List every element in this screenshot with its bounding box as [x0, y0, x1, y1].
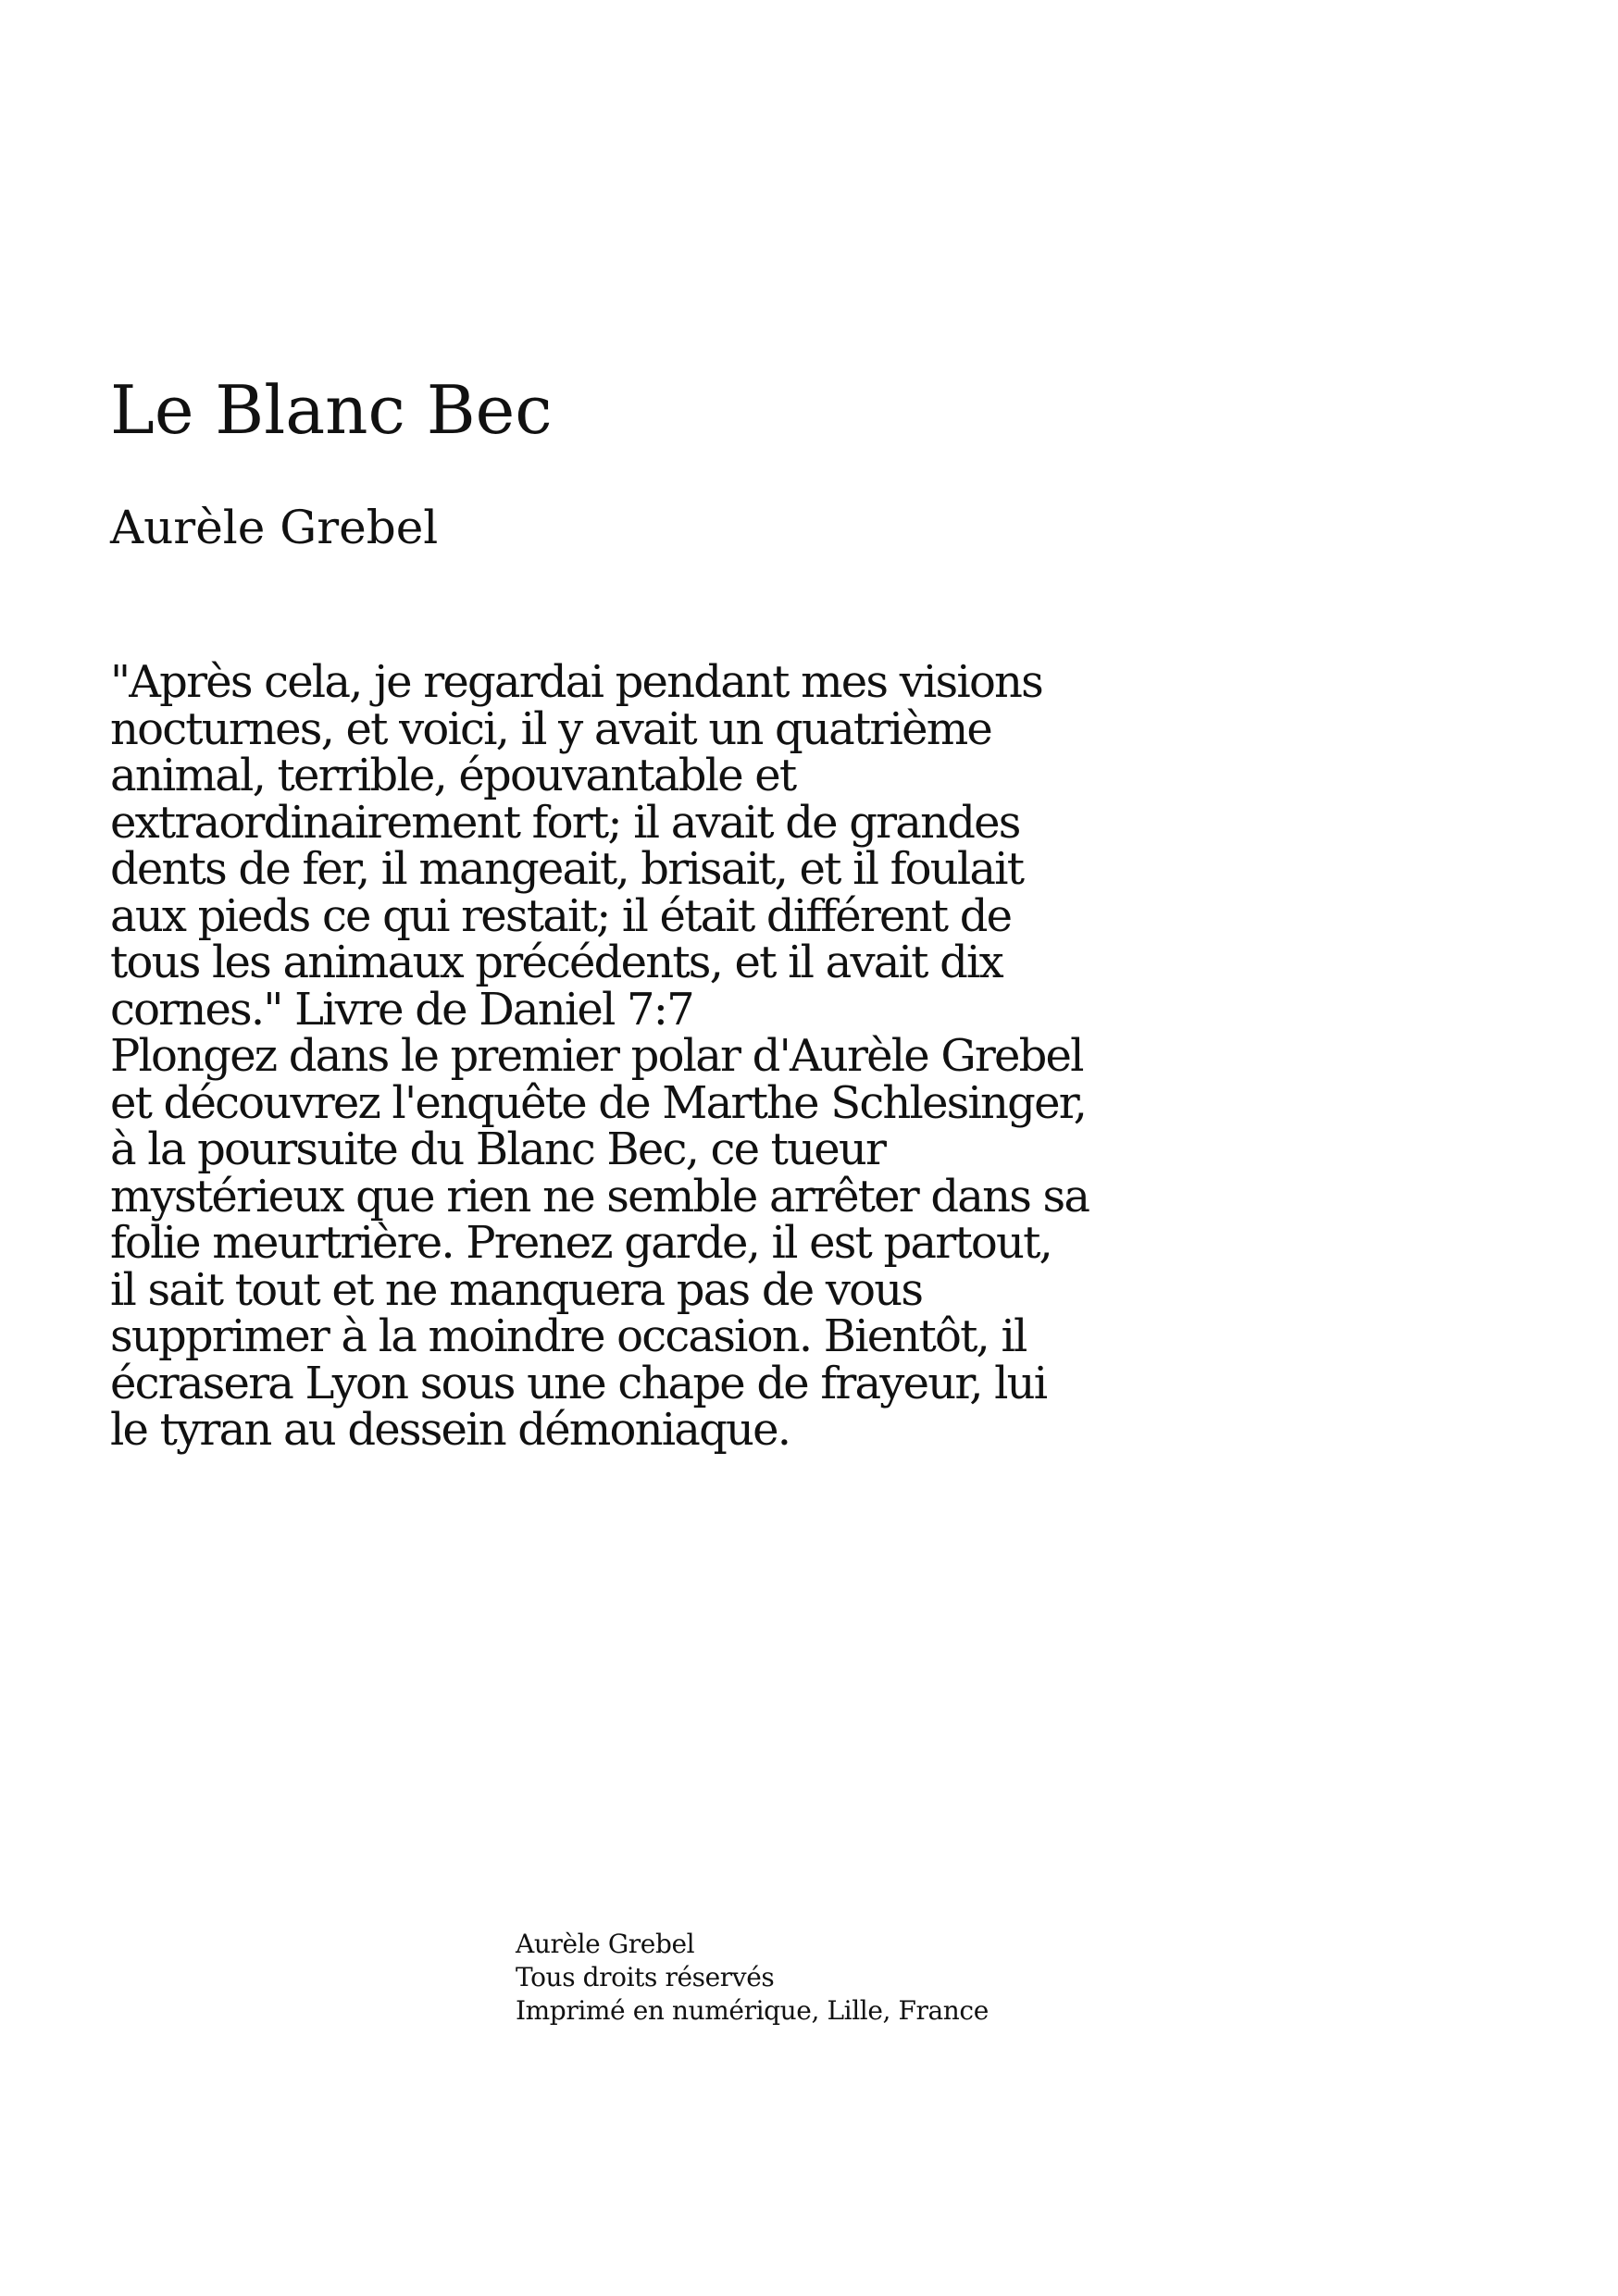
text-line: extraordinairement fort; il avait de grandes	[110, 796, 1020, 849]
text-line: il sait tout et ne manquera pas de vous	[110, 1263, 923, 1316]
text-line: aux pieds ce qui restait; il était différent de	[110, 889, 1012, 942]
back-cover-text	[110, 656, 1313, 1456]
book-title: Le Blanc Bec	[110, 371, 553, 449]
text-line: à la poursuite du Blanc Bec, ce tueur	[110, 1123, 886, 1175]
text-line: écrasera Lyon sous une chape de frayeur, lui	[110, 1357, 1047, 1409]
text-line: et découvrez l'enquête de Marthe Schlesinger,	[110, 1076, 1087, 1129]
text-line: tous les animaux précédents, et il avait dix	[110, 937, 1002, 988]
colophon-printing: Imprimé en numérique, Lille, France	[516, 1995, 989, 2026]
text-line: nocturnes, et voici, il y avait un quatrième	[110, 702, 992, 755]
text-line: cornes." Livre de Daniel 7:7	[110, 983, 693, 1036]
text-line: folie meurtrière. Prenez garde, il est partout,	[110, 1217, 1052, 1269]
text-line: le tyran au dessein démoniaque.	[110, 1404, 790, 1456]
text-line: "Après cela, je regardai pendant mes visions	[110, 656, 1042, 708]
colophon	[516, 1928, 989, 2028]
text-line: animal, terrible, épouvantable et	[110, 750, 796, 801]
text-line: mystérieux que rien ne semble arrêter dans sa	[110, 1170, 1089, 1222]
text-line: dents de fer, il mangeait, brisait, et il foulait	[110, 843, 1024, 895]
colophon-author: Aurèle Grebel	[516, 1929, 695, 1959]
book-author: Aurèle Grebel	[110, 501, 439, 554]
text-line: supprimer à la moindre occasion. Bientôt, il	[110, 1310, 1027, 1362]
colophon-rights: Tous droits réservés	[516, 1962, 775, 1992]
text-line: Plongez dans le premier polar d'Aurèle Grebel	[110, 1030, 1083, 1082]
